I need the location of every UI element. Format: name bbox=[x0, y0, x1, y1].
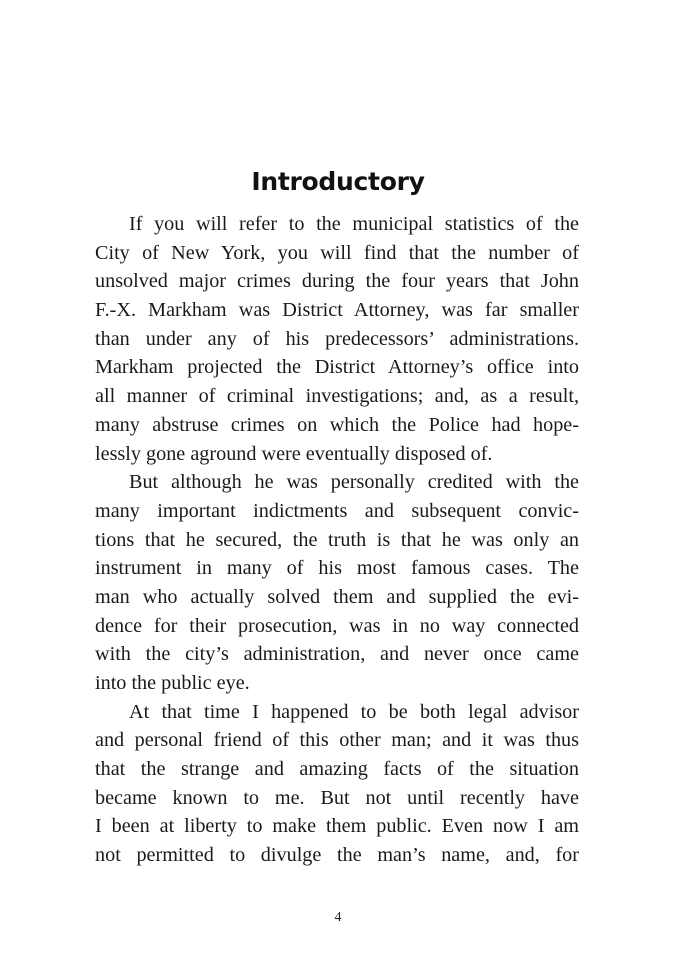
text-line: lessly gone aground were eventually disposed of. bbox=[95, 442, 493, 465]
text-line: instrument in many of his most famous cases. The bbox=[95, 557, 579, 580]
text-line: all manner of criminal investigations; and, as a result, bbox=[95, 385, 579, 408]
text-line: many important indictments and subsequent convic- bbox=[95, 499, 579, 522]
text-line: City of New York, you will find that the number of bbox=[95, 241, 579, 264]
text-line: man who actually solved them and supplied the evi- bbox=[95, 585, 579, 608]
text-line: At that time I happened to be both legal advisor bbox=[129, 700, 579, 723]
text-line: unsolved major crimes during the four years that John bbox=[95, 270, 579, 293]
chapter-title: Introductory bbox=[251, 167, 425, 196]
text-line: many abstruse crimes on which the Police had hope- bbox=[95, 413, 579, 436]
text-line: became known to me. But not until recently have bbox=[95, 786, 579, 809]
text-line: dence for their prosecution, was in no way connected bbox=[95, 614, 579, 637]
text-line: Markham projected the District Attorney’s office into bbox=[95, 356, 579, 379]
page-number: 4 bbox=[334, 910, 342, 925]
text-line: and personal friend of this other man; and it was thus bbox=[95, 729, 579, 752]
text-line: I been at liberty to make them public. Even now I am bbox=[95, 815, 579, 838]
text-line: not permitted to divulge the man’s name, and, for bbox=[95, 844, 579, 867]
text-line: If you will refer to the municipal statistics of the bbox=[129, 213, 579, 235]
text-line: tions that he secured, the truth is that he was only an bbox=[95, 528, 579, 551]
text-line: than under any of his predecessors’ administrations. bbox=[95, 327, 579, 350]
body-text bbox=[95, 210, 579, 870]
text-line: F.-X. Markham was District Attorney, was far smaller bbox=[95, 299, 579, 322]
text-line: into the public eye. bbox=[95, 672, 250, 694]
text-line: But although he was personally credited with the bbox=[129, 471, 579, 494]
text-line: with the city’s administration, and never once came bbox=[95, 643, 579, 666]
text-line: that the strange and amazing facts of the situation bbox=[95, 758, 579, 781]
